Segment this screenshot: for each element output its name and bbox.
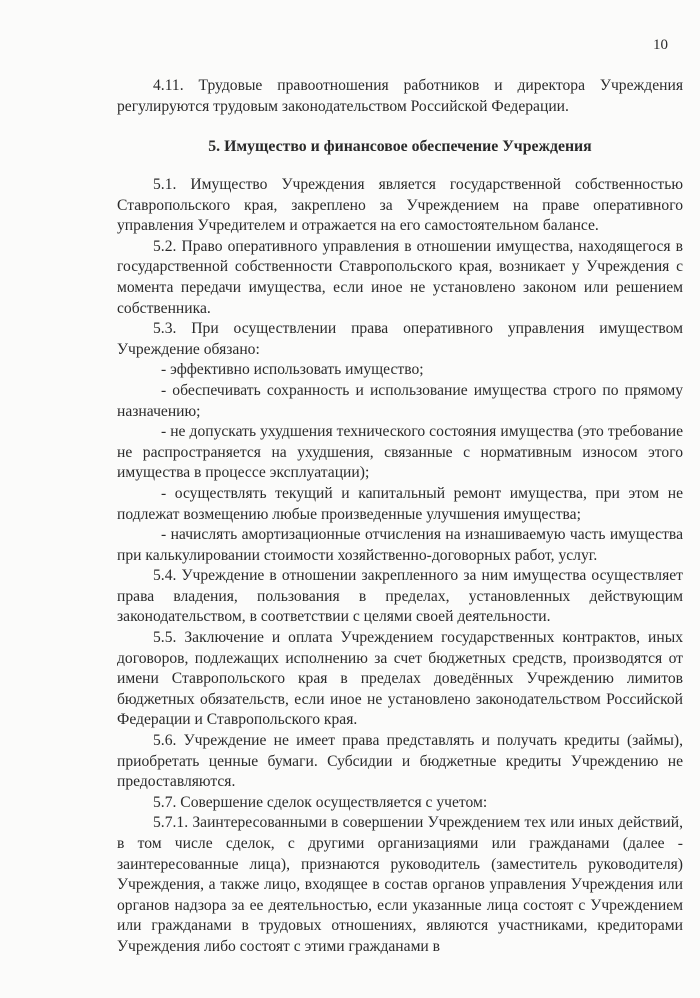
paragraph-4-11: 4.11. Трудовые правоотношения работников и директора Учреждения регулируются трудовым законодательством Российской Федерации. (117, 77, 683, 115)
obligation-item: - эффективно использовать имущество; (161, 361, 424, 379)
obligation-item: - обеспечивать сохранность и использование имущества строго по прямому назначению; (117, 381, 683, 420)
paragraph-5-6: 5.6. Учреждение не имеет права представлять и получать кредиты (займы), приобретать ценные бумаги. Субсидии и бюджетные кредиты Учреждению не предоставляются. (117, 732, 683, 791)
paragraph-5-2: 5.2. Право оперативного управления в отношении имущества, находящегося в государственной собственности Ставропольского края, возникает у Учреждения с момента передачи имущества, если иное не установлено законом или решением собственника. (117, 237, 683, 317)
paragraph-5-7-1: 5.7.1. Заинтересованными в совершении Учреждением тех или иных действий, в том числе сделок, с другими организациями или гражданами (далее - заинтересованные лица), признаются руководитель (заместитель руководителя) Учреждения, а также лицо, входящее в состав органов управления Учреждения или органов надзора за ее деятельностью, если указанные лица состоят с Учреждением или гражданами в трудовых отношениях, являются участниками, кредиторами Учреждения либо состоят с этими гражданами в (117, 814, 683, 955)
section-title: 5. Имущество и финансовое обеспечение Учреждения (208, 138, 592, 155)
paragraph-5-5: 5.5. Заключение и оплата Учреждением государственных контрактов, иных договоров, подлежащих исполнению за счет бюджетных средств, производятся от имени Ставропольского края в пределах доведённых Учреждению лимитов бюджетных обязательств, если иное не установлено законодательством Российской Федерации и Ставропольского края. (117, 629, 683, 729)
obligation-item: - осуществлять текущий и капитальный ремонт имущества, при этом не подлежат возмещению любые произведенные улучшения имущества; (117, 484, 683, 523)
obligation-item: - начислять амортизационные отчисления на изнашиваемую часть имущества при калькулировании стоимости хозяйственно-договорных работ, услуг. (117, 526, 683, 564)
paragraph-5-3: 5.3. При осуществлении права оперативного управления имуществом Учреждение обязано: (117, 320, 683, 358)
paragraph-5-4: 5.4. Учреждение в отношении закрепленного за ним имущества осуществляет права владения, пользования в пределах, установленных действующим законодательством, в соответствии с целями своей деятельности. (117, 567, 683, 626)
paragraph-5-1: 5.1. Имущество Учреждения является государственной собственностью Ставропольского края, закреплено за Учреждением на праве оперативного управления Учредителем и отражается на его самостоятельном балансе. (117, 176, 683, 235)
intro-section (117, 76, 683, 117)
obligation-item: - не допускать ухудшения технического состояния имущества (это требование не распространяется на ухудшения, связанные с нормативным износом этого имущества в процессе эксплуатации); (117, 423, 683, 482)
section-body (117, 175, 683, 958)
paragraph-5-7: 5.7. Совершение сделок осуществляется с учетом: (153, 793, 488, 811)
page-number: 10 (653, 37, 668, 53)
